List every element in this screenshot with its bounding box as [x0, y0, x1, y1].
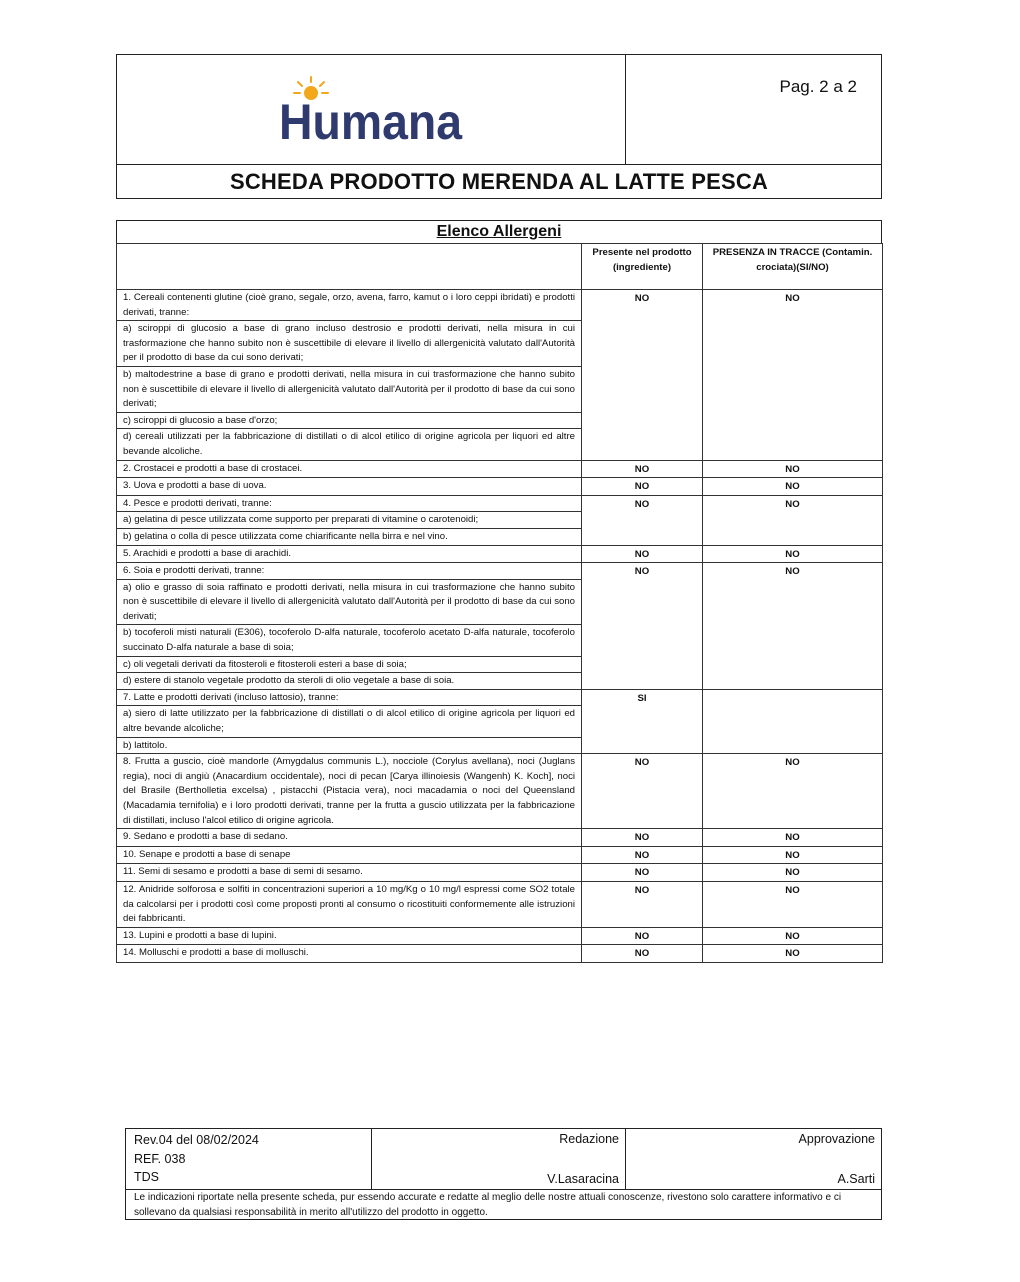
allergen-name: 7. Latte e prodotti derivati (incluso lattosio), tranne:	[117, 689, 582, 706]
approvazione-name: A.Sarti	[837, 1172, 875, 1186]
allergen-name: 13. Lupini e prodotti a base di lupini.	[117, 927, 582, 945]
allergen-present-value: NO	[582, 545, 703, 563]
approvazione-cell	[625, 1129, 881, 1189]
allergen-name: 14. Molluschi e prodotti a base di molluschi.	[117, 945, 582, 963]
allergen-exception: c) oli vegetali derivati da fitosteroli e fitosteroli esteri a base di soia;	[117, 656, 582, 673]
svg-text:Humana: Humana	[279, 94, 464, 150]
allergen-row	[117, 563, 883, 580]
allergen-traces-value	[703, 689, 883, 753]
allergen-name: 6. Soia e prodotti derivati, tranne:	[117, 563, 582, 580]
allergen-row	[117, 478, 883, 496]
allergen-row	[117, 829, 883, 847]
allergen-row	[117, 927, 883, 945]
allergen-exception: c) sciroppi di glucosio a base d'orzo;	[117, 412, 582, 429]
allergen-section-header	[116, 220, 882, 243]
allergen-exception: b) gelatina o colla di pesce utilizzata come chiarificante nella birra e nel vino.	[117, 528, 582, 545]
allergen-traces-value: NO	[703, 563, 883, 690]
col-header-present: Presente nel prodotto (ingrediente)	[582, 244, 703, 290]
allergen-present-value: NO	[582, 846, 703, 864]
allergen-row	[117, 881, 883, 927]
document-title: SCHEDA PRODOTTO MERENDA AL LATTE PESCA	[117, 164, 881, 198]
allergen-exception: a) sciroppi di glucosio a base di grano incluso destrosio e prodotti derivati, nella misura in cui trasformazione che hanno subito non è suscettibile di elevare il livello di allergenicità valutato dall'Autorità per il prodotto di base da cui sono derivati;	[117, 321, 582, 367]
allergen-name: 2. Crostacei e prodotti a base di crostacei.	[117, 460, 582, 478]
allergen-exception: a) gelatina di pesce utilizzata come supporto per preparati di vitamine o carotenoidi;	[117, 512, 582, 529]
allergen-row	[117, 754, 883, 829]
allergen-exception: b) lattitolo.	[117, 737, 582, 754]
allergen-exception: d) cereali utilizzati per la fabbricazione di distillati o di alcol etilico di origine agricola per liquori ed altre bevande alcoliche.	[117, 429, 582, 460]
allergen-traces-value: NO	[703, 927, 883, 945]
allergen-present-value: NO	[582, 829, 703, 847]
allergen-name: 12. Anidride solforosa e solfiti in concentrazioni superiori a 10 mg/Kg o 10 mg/l espressi come SO2 totale da calcolarsi per i prodotti così come proposti pronti al consumo o ricostituiti conformemente alle istruzioni dei fabbricanti.	[117, 881, 582, 927]
allergen-row	[117, 495, 883, 512]
allergen-exception: b) tocoferoli misti naturali (E306), tocoferolo D-alfa naturale, tocoferolo acetato D-alfa naturale, tocoferolo succinato D-alfa naturale a base di soia;	[117, 625, 582, 656]
allergen-name: 11. Semi di sesamo e prodotti a base di semi di sesamo.	[117, 864, 582, 882]
allergen-section-title: Elenco Allergeni	[436, 223, 562, 240]
allergen-traces-value: NO	[703, 478, 883, 496]
revision-text: Rev.04 del 08/02/2024	[134, 1133, 259, 1147]
allergen-traces-value: NO	[703, 495, 883, 545]
allergen-traces-value: NO	[703, 864, 883, 882]
allergen-name: 9. Sedano e prodotti a base di sedano.	[117, 829, 582, 847]
allergen-table-header-row	[117, 244, 883, 290]
allergen-row	[117, 689, 883, 706]
ref-text: REF. 038	[134, 1151, 186, 1166]
allergen-name: 3. Uova e prodotti a base di uova.	[117, 478, 582, 496]
allergen-traces-value: NO	[703, 290, 883, 461]
revision-cell	[126, 1129, 372, 1189]
redazione-cell	[372, 1129, 626, 1189]
allergen-present-value: NO	[582, 495, 703, 545]
allergen-name: 1. Cereali contenenti glutine (cioè grano, segale, orzo, avena, farro, kamut o i loro ceppi ibridati) e prodotti derivati, tranne:	[117, 290, 582, 321]
humana-logo	[279, 75, 469, 155]
allergen-traces-value: NO	[703, 754, 883, 829]
allergen-present-value: SI	[582, 689, 703, 753]
allergen-present-value: NO	[582, 864, 703, 882]
approvazione-label: Approvazione	[798, 1132, 875, 1146]
redazione-name: V.Lasaracina	[547, 1172, 619, 1186]
logo-cell	[117, 55, 626, 164]
allergen-present-value: NO	[582, 754, 703, 829]
allergen-present-value: NO	[582, 563, 703, 690]
allergen-row	[117, 545, 883, 563]
allergen-row	[117, 460, 883, 478]
allergen-traces-value: NO	[703, 846, 883, 864]
tds-text: TDS	[134, 1170, 159, 1184]
document-header	[116, 54, 882, 199]
allergen-present-value: NO	[582, 881, 703, 927]
allergen-present-value: NO	[582, 290, 703, 461]
allergen-table	[116, 243, 883, 963]
allergen-exception: a) olio e grasso di soia raffinato e prodotti derivati, nella misura in cui trasformazione che hanno subito non è suscettibile di elevare il livello di allergenicità valutato dall'Autorità per il prodotto di base da cui sono derivati;	[117, 579, 582, 625]
header-empty-cell	[117, 244, 582, 290]
allergen-name: 10. Senape e prodotti a base di senape	[117, 846, 582, 864]
allergen-row	[117, 945, 883, 963]
page-number-cell	[625, 55, 881, 164]
col-header-traces: PRESENZA IN TRACCE (Contamin. crociata)(SI/NO)	[703, 244, 883, 290]
allergen-row	[117, 846, 883, 864]
allergen-present-value: NO	[582, 945, 703, 963]
document-footer	[125, 1128, 882, 1220]
allergen-name: 4. Pesce e prodotti derivati, tranne:	[117, 495, 582, 512]
disclaimer-text: Le indicazioni riportate nella presente scheda, pur essendo accurate e redatte al meglio delle nostre attuali conoscenze, rivestono solo carattere informativo e ci sollevano da qualsiasi responsabilità in merito all'utilizzo del prodotto in oggetto.	[126, 1189, 881, 1219]
allergen-traces-value: NO	[703, 829, 883, 847]
allergen-name: 8. Frutta a guscio, cioè mandorle (Amygdalus communis L.), nocciole (Corylus avellana), noci (Juglans regia), noci di angiù (Anacardium occidentale), noci di pecan [Carya illinoiesis (Wangenh) K. Koch], noci del Brasile (Bertholletia excelsa) , pistacchi (Pistacia vera), noci macadamia o noci del Queensland (Macadamia ternifolia) e i loro prodotti derivati, tranne per la frutta a guscio utilizzata per la fabbricazione di distillati, incluso l'alcol etilico di origine agricola.	[117, 754, 582, 829]
allergen-exception: b) maltodestrine a base di grano e prodotti derivati, nella misura in cui trasformazione che hanno subito non è suscettibile di elevare il livello di allergenicità valutato dall'Autorità per il prodotto di base da cui sono derivati;	[117, 366, 582, 412]
allergen-traces-value: NO	[703, 881, 883, 927]
allergen-name: 5. Arachidi e prodotti a base di arachidi.	[117, 545, 582, 563]
allergen-present-value: NO	[582, 460, 703, 478]
allergen-exception: a) siero di latte utilizzato per la fabbricazione di distillati o di alcol etilico di origine agricola per liquori ed altre bevande alcoliche;	[117, 706, 582, 737]
page-number: Pag. 2 a 2	[779, 77, 857, 96]
allergen-row	[117, 290, 883, 321]
allergen-row	[117, 864, 883, 882]
redazione-label: Redazione	[559, 1132, 619, 1146]
allergen-traces-value: NO	[703, 945, 883, 963]
allergen-traces-value: NO	[703, 460, 883, 478]
allergen-present-value: NO	[582, 478, 703, 496]
allergen-present-value: NO	[582, 927, 703, 945]
allergen-traces-value: NO	[703, 545, 883, 563]
allergen-exception: d) estere di stanolo vegetale prodotto da steroli di olio vegetale a base di soia.	[117, 673, 582, 690]
